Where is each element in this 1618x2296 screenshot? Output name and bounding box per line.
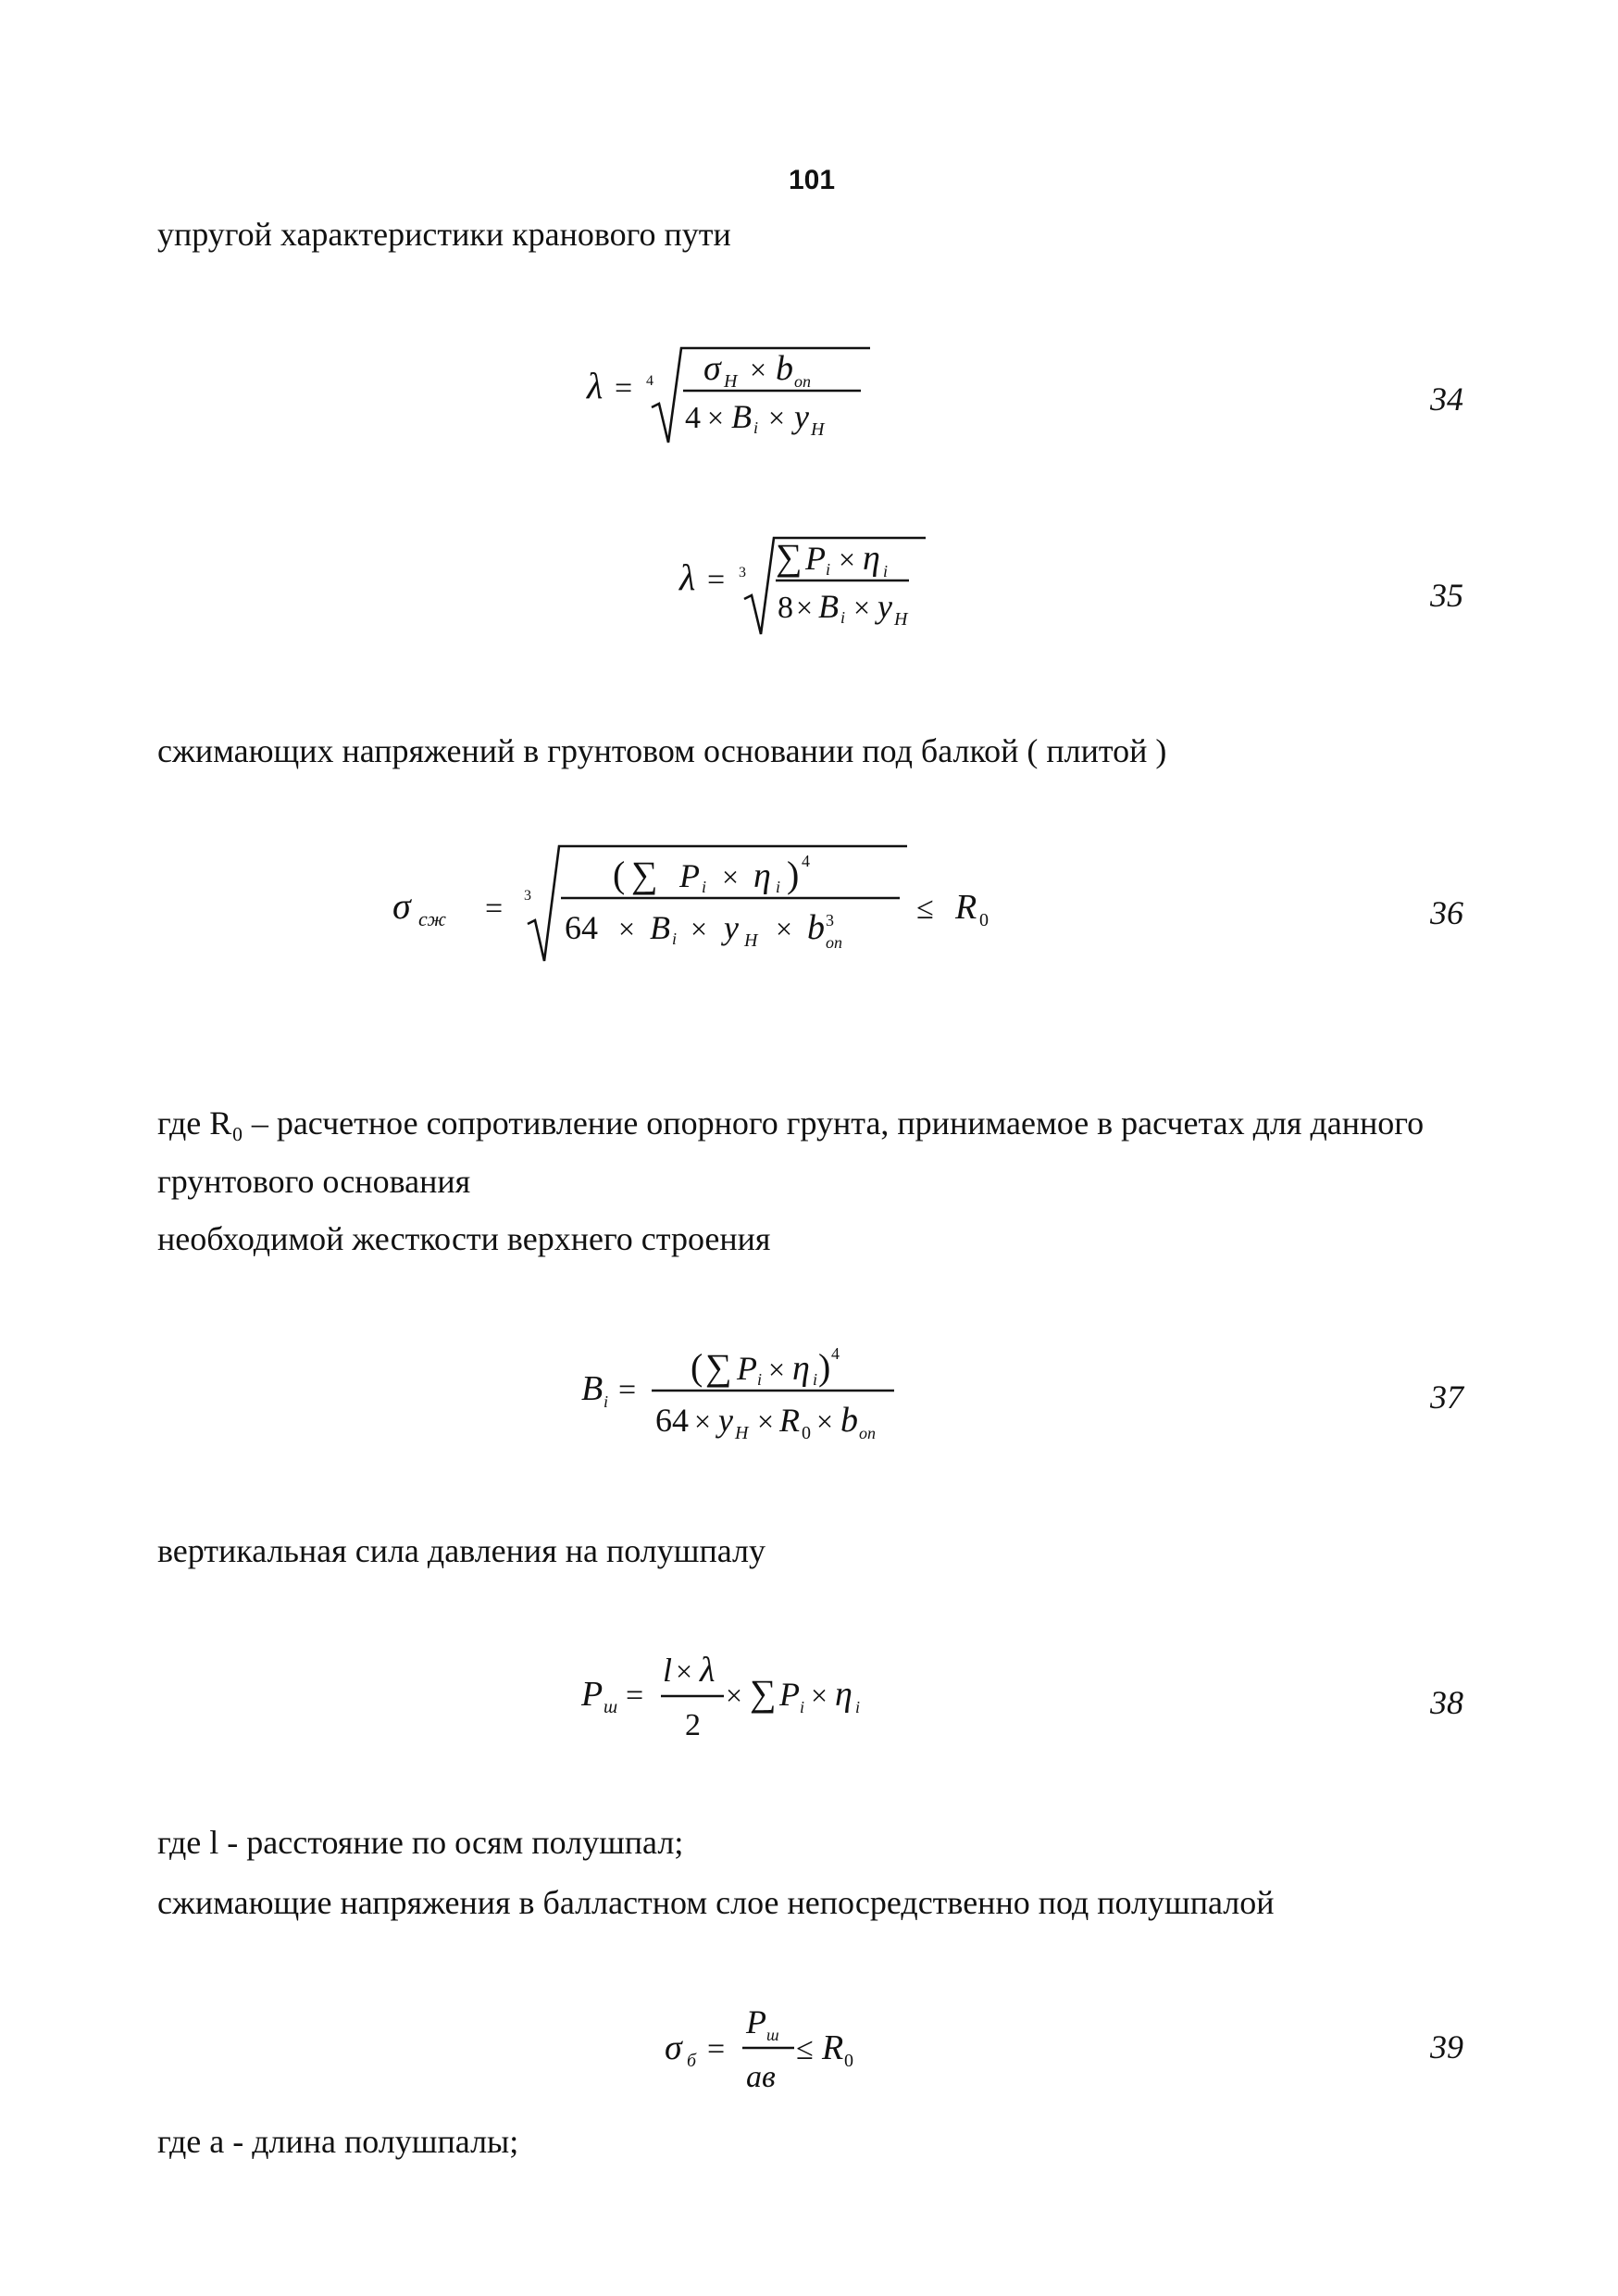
times-sign: ×: [691, 912, 708, 945]
subscript-H: H: [724, 371, 738, 392]
eta-symbol: η: [792, 1349, 810, 1388]
exponent-3: 3: [826, 911, 834, 930]
close-paren: ): [787, 854, 800, 895]
subscript-0: 0: [844, 2051, 853, 2071]
subscript-sh: ш: [604, 1697, 618, 1717]
formula-35: [666, 523, 944, 643]
subscript-on: on: [859, 1424, 876, 1442]
subscript-H: H: [894, 609, 908, 630]
R-symbol: R: [779, 1402, 800, 1439]
subscript-i: i: [840, 608, 846, 627]
sum-symbol: ∑: [750, 1672, 777, 1714]
times-sign: ×: [839, 543, 856, 576]
times-sign: ×: [722, 860, 740, 893]
B-symbol: B: [818, 588, 839, 625]
text-ballast-stresses: сжимающие напряжения в балластном слое непосредственно под полушпалой: [157, 1884, 1275, 1921]
subscript-b: б: [687, 2051, 697, 2071]
times-sign: ×: [676, 1654, 693, 1688]
formula-36: [389, 833, 1037, 963]
B-symbol: B: [650, 909, 670, 946]
open-paren: (: [613, 854, 626, 895]
R-symbol: R: [955, 888, 977, 927]
times-sign: ×: [707, 401, 725, 434]
subscript-i: i: [753, 418, 759, 437]
subscript-sj: сж: [418, 907, 446, 930]
denominator-4: 4: [685, 401, 701, 435]
sigma-symbol: σ: [703, 349, 721, 388]
subscript-H: H: [735, 1423, 749, 1443]
root-index: 3: [739, 565, 746, 580]
formula-37: [574, 1333, 907, 1454]
subscript-i: i: [883, 562, 889, 580]
y-symbol: y: [724, 909, 739, 946]
times-sign: ×: [768, 1353, 786, 1386]
subscript-i: i: [800, 1698, 805, 1716]
equals-sign: =: [615, 371, 633, 406]
denominator-64: 64: [655, 1402, 689, 1439]
lambda-symbol: λ: [587, 365, 604, 406]
B-symbol: B: [581, 1369, 604, 1408]
subscript-sh: ш: [766, 2026, 779, 2044]
subscript-H: H: [811, 419, 825, 440]
subscript-H: H: [744, 930, 758, 951]
text-elastic-characteristic: упругой характеристики кранового пути: [157, 216, 731, 253]
P-symbol: P: [581, 1675, 604, 1714]
times-sign: ×: [816, 1404, 834, 1438]
eta-symbol: η: [863, 539, 880, 578]
subscript-i: i: [757, 1370, 763, 1389]
P-symbol: P: [805, 540, 826, 577]
P-symbol: P: [746, 2003, 766, 2040]
subscript-i: i: [604, 1392, 609, 1411]
P-symbol: P: [779, 1676, 800, 1713]
page-number: 101: [789, 165, 836, 195]
lambda-symbol: λ: [700, 1651, 716, 1690]
l-symbol: l: [663, 1652, 673, 1689]
subscript-on: on: [826, 933, 842, 952]
text-required-stiffness: необходимой жесткости верхнего строения: [157, 1220, 771, 1257]
exponent-4: 4: [802, 852, 810, 870]
subscript-i: i: [776, 878, 781, 896]
b-symbol: b: [840, 1401, 858, 1440]
subscript-i: i: [672, 930, 678, 948]
equation-number-38: 38: [1430, 1684, 1463, 1721]
equals-sign: =: [707, 2032, 726, 2066]
root-index: 4: [646, 373, 653, 389]
subscript-i: i: [702, 878, 707, 896]
times-sign: ×: [694, 1404, 712, 1438]
exponent-4: 4: [831, 1344, 840, 1363]
denominator-2: 2: [685, 1708, 701, 1742]
eta-symbol: η: [753, 856, 771, 895]
times-sign: ×: [757, 1404, 775, 1438]
times-sign: ×: [853, 591, 871, 624]
lambda-symbol: λ: [679, 556, 696, 598]
sigma-symbol: σ: [665, 2028, 682, 2067]
times-sign: ×: [811, 1678, 828, 1712]
root-index: 3: [524, 888, 531, 904]
equation-number-37: 37: [1430, 1379, 1463, 1416]
equals-sign: =: [485, 892, 504, 926]
equation-number-34: 34: [1430, 381, 1463, 418]
formula-34: [574, 333, 889, 454]
subscript-i: i: [826, 560, 831, 579]
times-sign: ×: [618, 912, 636, 945]
formula-38: [574, 1639, 944, 1759]
times-sign: ×: [750, 353, 767, 386]
subscript-i: i: [813, 1370, 818, 1389]
y-symbol: y: [877, 588, 892, 625]
sum-symbol: ∑: [631, 854, 658, 895]
sigma-symbol: σ: [392, 885, 411, 927]
equation-number-39: 39: [1430, 2028, 1463, 2065]
subscript-i: i: [855, 1698, 861, 1716]
times-sign: ×: [776, 912, 793, 945]
times-sign: ×: [726, 1678, 743, 1712]
text-where-R0-line1: где R₀ – расчетное сопротивление опорного грунта, принимаемое в расчетах для данного: [157, 1104, 1425, 1142]
times-sign: ×: [768, 401, 786, 434]
equation-number-35: 35: [1430, 577, 1463, 614]
text-vertical-force: вертикальная сила давления на полушпалу: [157, 1532, 765, 1569]
leq-sign: ≤: [796, 2032, 814, 2066]
sum-symbol: ∑: [776, 536, 803, 578]
equals-sign: =: [626, 1678, 644, 1713]
text-where-l: где l - расстояние по осям полушпал;: [157, 1824, 684, 1861]
P-symbol: P: [679, 857, 700, 894]
b-symbol: b: [807, 908, 825, 947]
P-symbol: P: [737, 1350, 757, 1387]
y-symbol: y: [794, 398, 809, 435]
denominator-8: 8: [778, 591, 793, 625]
subscript-0: 0: [802, 1423, 811, 1443]
denominator-64: 64: [565, 909, 598, 946]
equation-number-36: 36: [1430, 894, 1463, 931]
text-where-R0-line2: грунтового основания: [157, 1163, 471, 1200]
equals-sign: =: [707, 563, 726, 597]
y-symbol: y: [718, 1402, 733, 1439]
R-symbol: R: [822, 2028, 844, 2067]
open-paren: (: [691, 1346, 703, 1388]
sum-symbol: ∑: [705, 1346, 732, 1388]
subscript-0: 0: [979, 910, 989, 930]
equals-sign: =: [618, 1373, 637, 1407]
b-symbol: b: [776, 349, 793, 388]
formula-39: [657, 1990, 898, 2102]
close-paren: ): [818, 1346, 831, 1388]
times-sign: ×: [796, 591, 814, 624]
subscript-on: on: [794, 372, 811, 391]
text-compressive-stresses: сжимающих напряжений в грунтовом основании под балкой ( плитой ): [157, 732, 1167, 769]
eta-symbol: η: [835, 1675, 853, 1714]
denominator-av: ав: [746, 2060, 776, 2094]
leq-sign: ≤: [916, 892, 934, 926]
text-where-a: где a - длина полушпалы;: [157, 2123, 519, 2160]
B-symbol: B: [731, 398, 752, 435]
